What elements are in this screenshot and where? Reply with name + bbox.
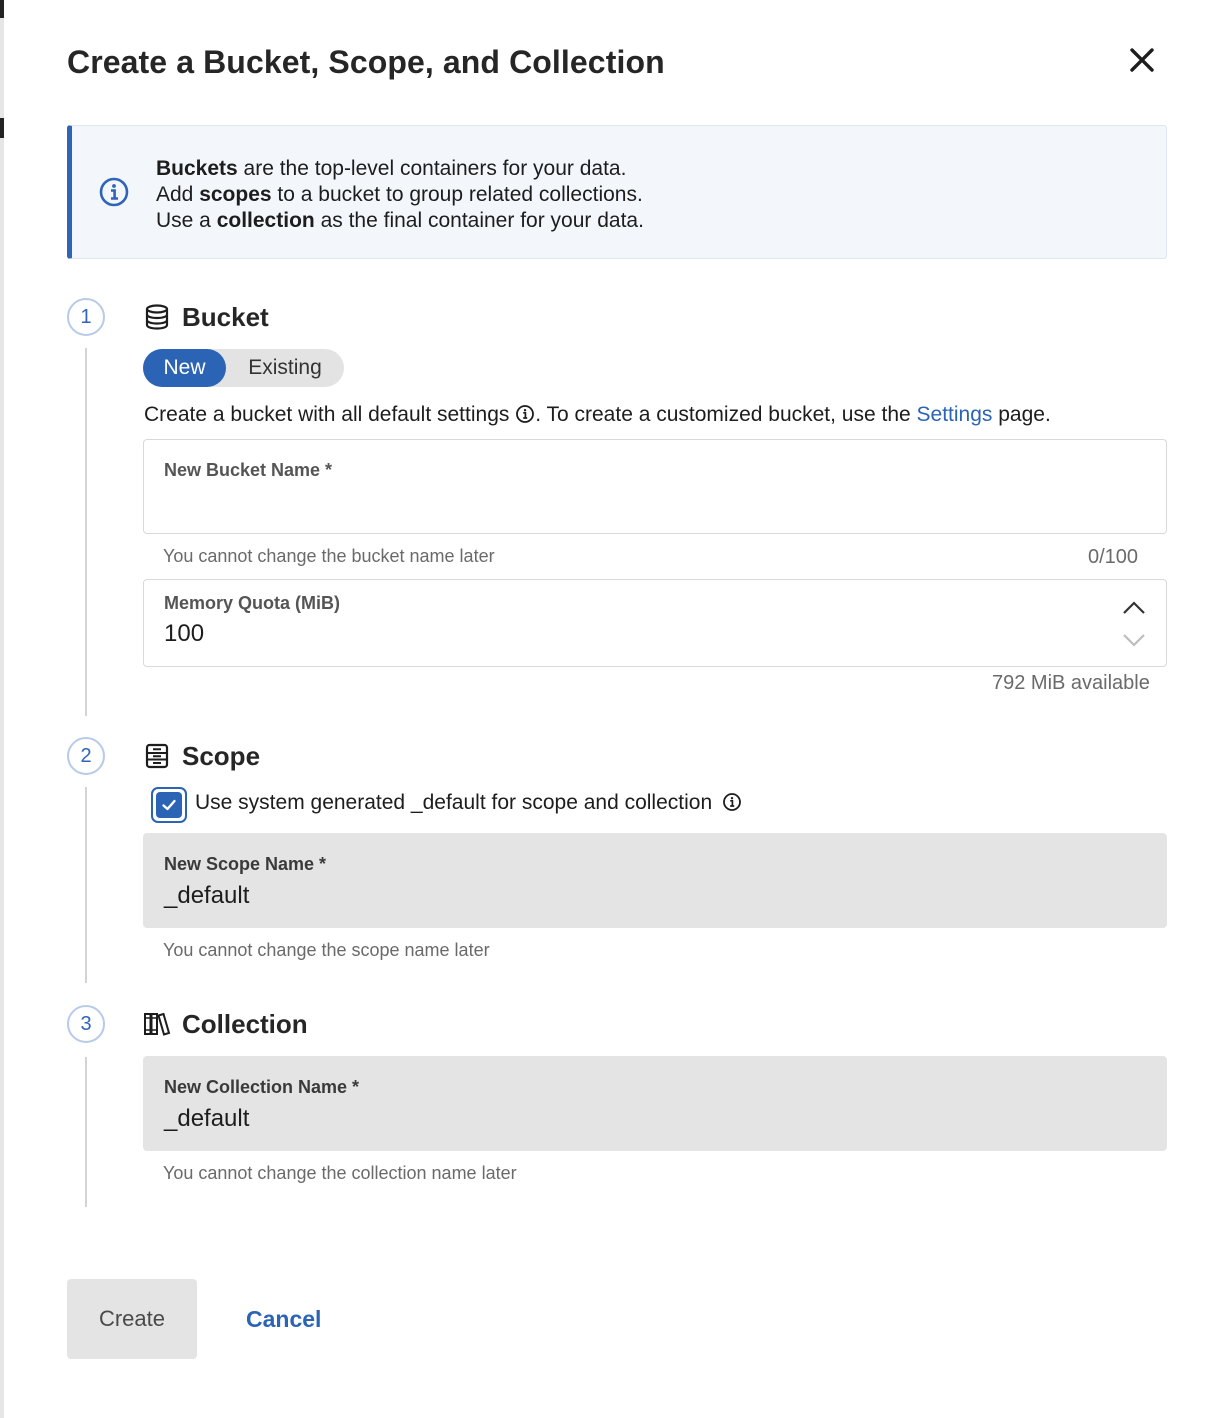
bucket-name-field[interactable]	[143, 439, 1167, 534]
decrement-icon	[1124, 635, 1144, 645]
bucket-mode-toggle	[143, 349, 344, 387]
bucket-name-counter: 0/100	[1088, 546, 1139, 568]
settings-link[interactable]: Settings	[916, 403, 993, 426]
collection-section-title: Collection	[182, 1009, 308, 1039]
scope-name-field	[143, 833, 1167, 928]
scope-icon	[143, 742, 171, 770]
toggle-existing-option[interactable]: Existing	[248, 356, 322, 379]
info-line-3-rest: as the final container for your data.	[314, 209, 644, 232]
default-scope-checkbox[interactable]	[151, 787, 187, 823]
database-icon	[143, 303, 171, 331]
create-button[interactable]: Create	[67, 1279, 197, 1359]
step-1-connector	[85, 348, 87, 716]
info-line-3	[156, 208, 644, 234]
info-icon	[98, 176, 130, 208]
info-line-1-bold: Buckets	[156, 157, 238, 180]
memory-quota-label: Memory Quota (MiB)	[164, 593, 341, 613]
info-line-2-bold: scopes	[199, 183, 272, 206]
bucket-description	[144, 403, 1051, 427]
collection-name-label: New Collection Name *	[164, 1077, 360, 1097]
checkbox-fill	[156, 792, 182, 818]
info-callout	[67, 125, 1167, 259]
scope-name-helper: You cannot change the scope name later	[163, 940, 490, 960]
memory-quota-field[interactable]	[143, 579, 1167, 667]
info-line-1-rest: are the top-level containers for your data.	[237, 157, 627, 180]
scope-name-input: _default	[164, 882, 250, 909]
quota-stepper[interactable]	[1119, 594, 1149, 656]
close-button[interactable]	[1124, 42, 1160, 78]
bucket-name-helper: You cannot change the bucket name later	[163, 546, 495, 566]
scope-section-title: Scope	[182, 741, 261, 771]
cancel-button[interactable]: Cancel	[246, 1306, 322, 1332]
memory-quota-input[interactable]: 100	[164, 620, 205, 647]
info-line-2-pre: Add	[156, 183, 200, 206]
increment-icon	[1124, 603, 1144, 613]
default-scope-label	[195, 791, 742, 815]
collection-name-input: _default	[164, 1105, 250, 1132]
info-line-3-pre: Use a	[156, 209, 217, 232]
close-icon	[1124, 42, 1160, 78]
info-line-3-bold: collection	[216, 209, 315, 232]
memory-available-text: 792 MiB available	[992, 672, 1150, 694]
info-line-1	[156, 156, 644, 182]
bucket-description-mid: . To create a customized bucket, use the	[535, 403, 917, 426]
step-1-indicator: 1	[67, 298, 105, 336]
default-scope-info-icon[interactable]	[722, 792, 742, 812]
create-bucket-dialog	[4, 0, 1228, 1418]
info-line-2	[156, 182, 644, 208]
collection-name-helper: You cannot change the collection name later	[163, 1163, 517, 1183]
toggle-new-option[interactable]: New	[143, 349, 226, 387]
dialog-title: Create a Bucket, Scope, and Collection	[67, 44, 665, 80]
info-line-2-rest: to a bucket to group related collections.	[271, 183, 643, 206]
default-settings-info-icon[interactable]	[515, 404, 535, 424]
check-icon	[160, 796, 178, 814]
bucket-section-title: Bucket	[182, 302, 269, 332]
info-text	[156, 156, 644, 234]
default-scope-label-text: Use system generated _default for scope and collection	[195, 791, 713, 814]
bucket-description-pre: Create a bucket with all default settings	[144, 403, 516, 426]
bucket-description-post: page.	[992, 403, 1051, 426]
step-2-connector	[85, 787, 87, 983]
collection-name-field	[143, 1056, 1167, 1151]
collection-icon	[143, 1010, 171, 1038]
step-3-indicator: 3	[67, 1005, 105, 1043]
step-2-indicator: 2	[67, 737, 105, 775]
step-3-connector	[85, 1057, 87, 1207]
scope-name-label: New Scope Name *	[164, 854, 327, 874]
bucket-name-label: New Bucket Name *	[164, 460, 333, 480]
